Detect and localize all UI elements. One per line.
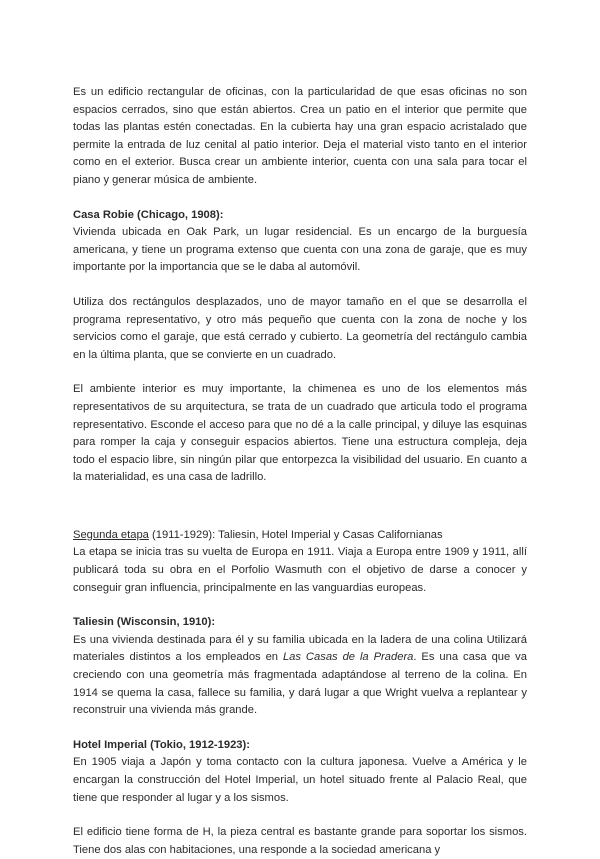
paragraph-taliesin-part-a: Es una vivienda destinada para él y su familia ubicada en la ladera de una colina Utilizará materiales distintos a los empleados en: [73, 633, 527, 664]
paragraph-robie-intro: Vivienda ubicada en Oak Park, un lugar residencial. Es un encargo de la burguesía americana, y tiene un programa extenso que cuenta con una zona de garaje, que es muy importante por la importancia que se le daba al automóvil.: [73, 226, 527, 274]
paragraph-etapa-intro: La etapa se inicia tras su vuelta de Europa en 1911. Viaja a Europa entre 1909 y 1911, allí publicará toda su obra en el Porfolio Wasmuth con el objetivo de darse a conocer y conseguir gran influencia, principalmente en las vanguardias europeas.: [73, 546, 527, 594]
heading-casa-robie: Casa Robie (Chicago, 1908):: [73, 208, 224, 221]
paragraph-office-building: Es un edificio rectangular de oficinas, con la particularidad de que esas oficinas no son espacios cerrados, sino que están abiertos. Crea un patio en el interior que permite que todas las plantas estén conectadas. En la cubierta hay una gran espacio acristalado que permite la entrada de luz cenital al patio interior. Deja el material visto tanto en el interior como en el exterior. Busca crear un ambiente interior, cuenta con una sala para tocar el piano y generar música de ambiente.: [73, 86, 527, 186]
paragraph-taliesin-part-b: . Es una casa que va creciendo con una geometría más fragmentada adaptándose al terreno de la colina. En 1914 se quema la casa, fallece su familia, y dará lugar a que Wright vuelva a replantear y reconstruir una vivienda más grande.: [73, 651, 527, 717]
paragraph-robie-geometry: Utiliza dos rectángulos desplazados, uno de mayor tamaño en el que se desarrolla el programa representativo, y otro más pequeño que cuenta con la zona de noche y los servicios como el garaje, que está cerrado y cubierto. La geometría del rectángulo cambia en la última planta, que se convierte en un cuadrado.: [73, 295, 527, 361]
paragraph-robie-interior: El ambiente interior es muy importante, la chimenea es uno de los elementos más representativos de su arquitectura, se trata de un cuadrado que articula todo el programa representativo. Esconde el acceso para que no dé a la calle principal, y diluye las esquinas para romper la caja y conseguir espacios abiertos. Tiene una estructura compleja, deja todo el espacio libre, sin ningún pilar que entorpezca la visibilidad del usuario. En cuanto a la materialidad, es una casa de ladrillo.: [73, 383, 527, 484]
paragraph-hotel-intro: En 1905 viaja a Japón y toma contacto con la cultura japonesa. Vuelve a América y le encargan la construcción del Hotel Imperial, un hotel situado frente al Palacio Real, que tiene que responder al lugar y a los sismos.: [73, 756, 527, 804]
paragraph-hotel-shape: El edificio tiene forma de H, la pieza central es bastante grande para soportar los sismos. Tiene dos alas con habitaciones, una responde a la sociedad americana y: [73, 826, 527, 856]
paragraph-taliesin-italic: Las Casas de la Pradera: [282, 651, 414, 664]
heading-taliesin: Taliesin (Wisconsin, 1910):: [73, 616, 216, 629]
heading-segunda-etapa: [73, 527, 527, 545]
heading-segunda-etapa-rest: (1911-1929): Taliesin, Hotel Imperial y Casas Californianas: [148, 528, 443, 541]
paragraph-taliesin: [73, 632, 527, 720]
heading-hotel-imperial: Hotel Imperial (Tokio, 1912-1923):: [73, 738, 250, 751]
document-body: [73, 84, 527, 859]
heading-segunda-etapa-underlined: Segunda etapa: [73, 528, 149, 541]
